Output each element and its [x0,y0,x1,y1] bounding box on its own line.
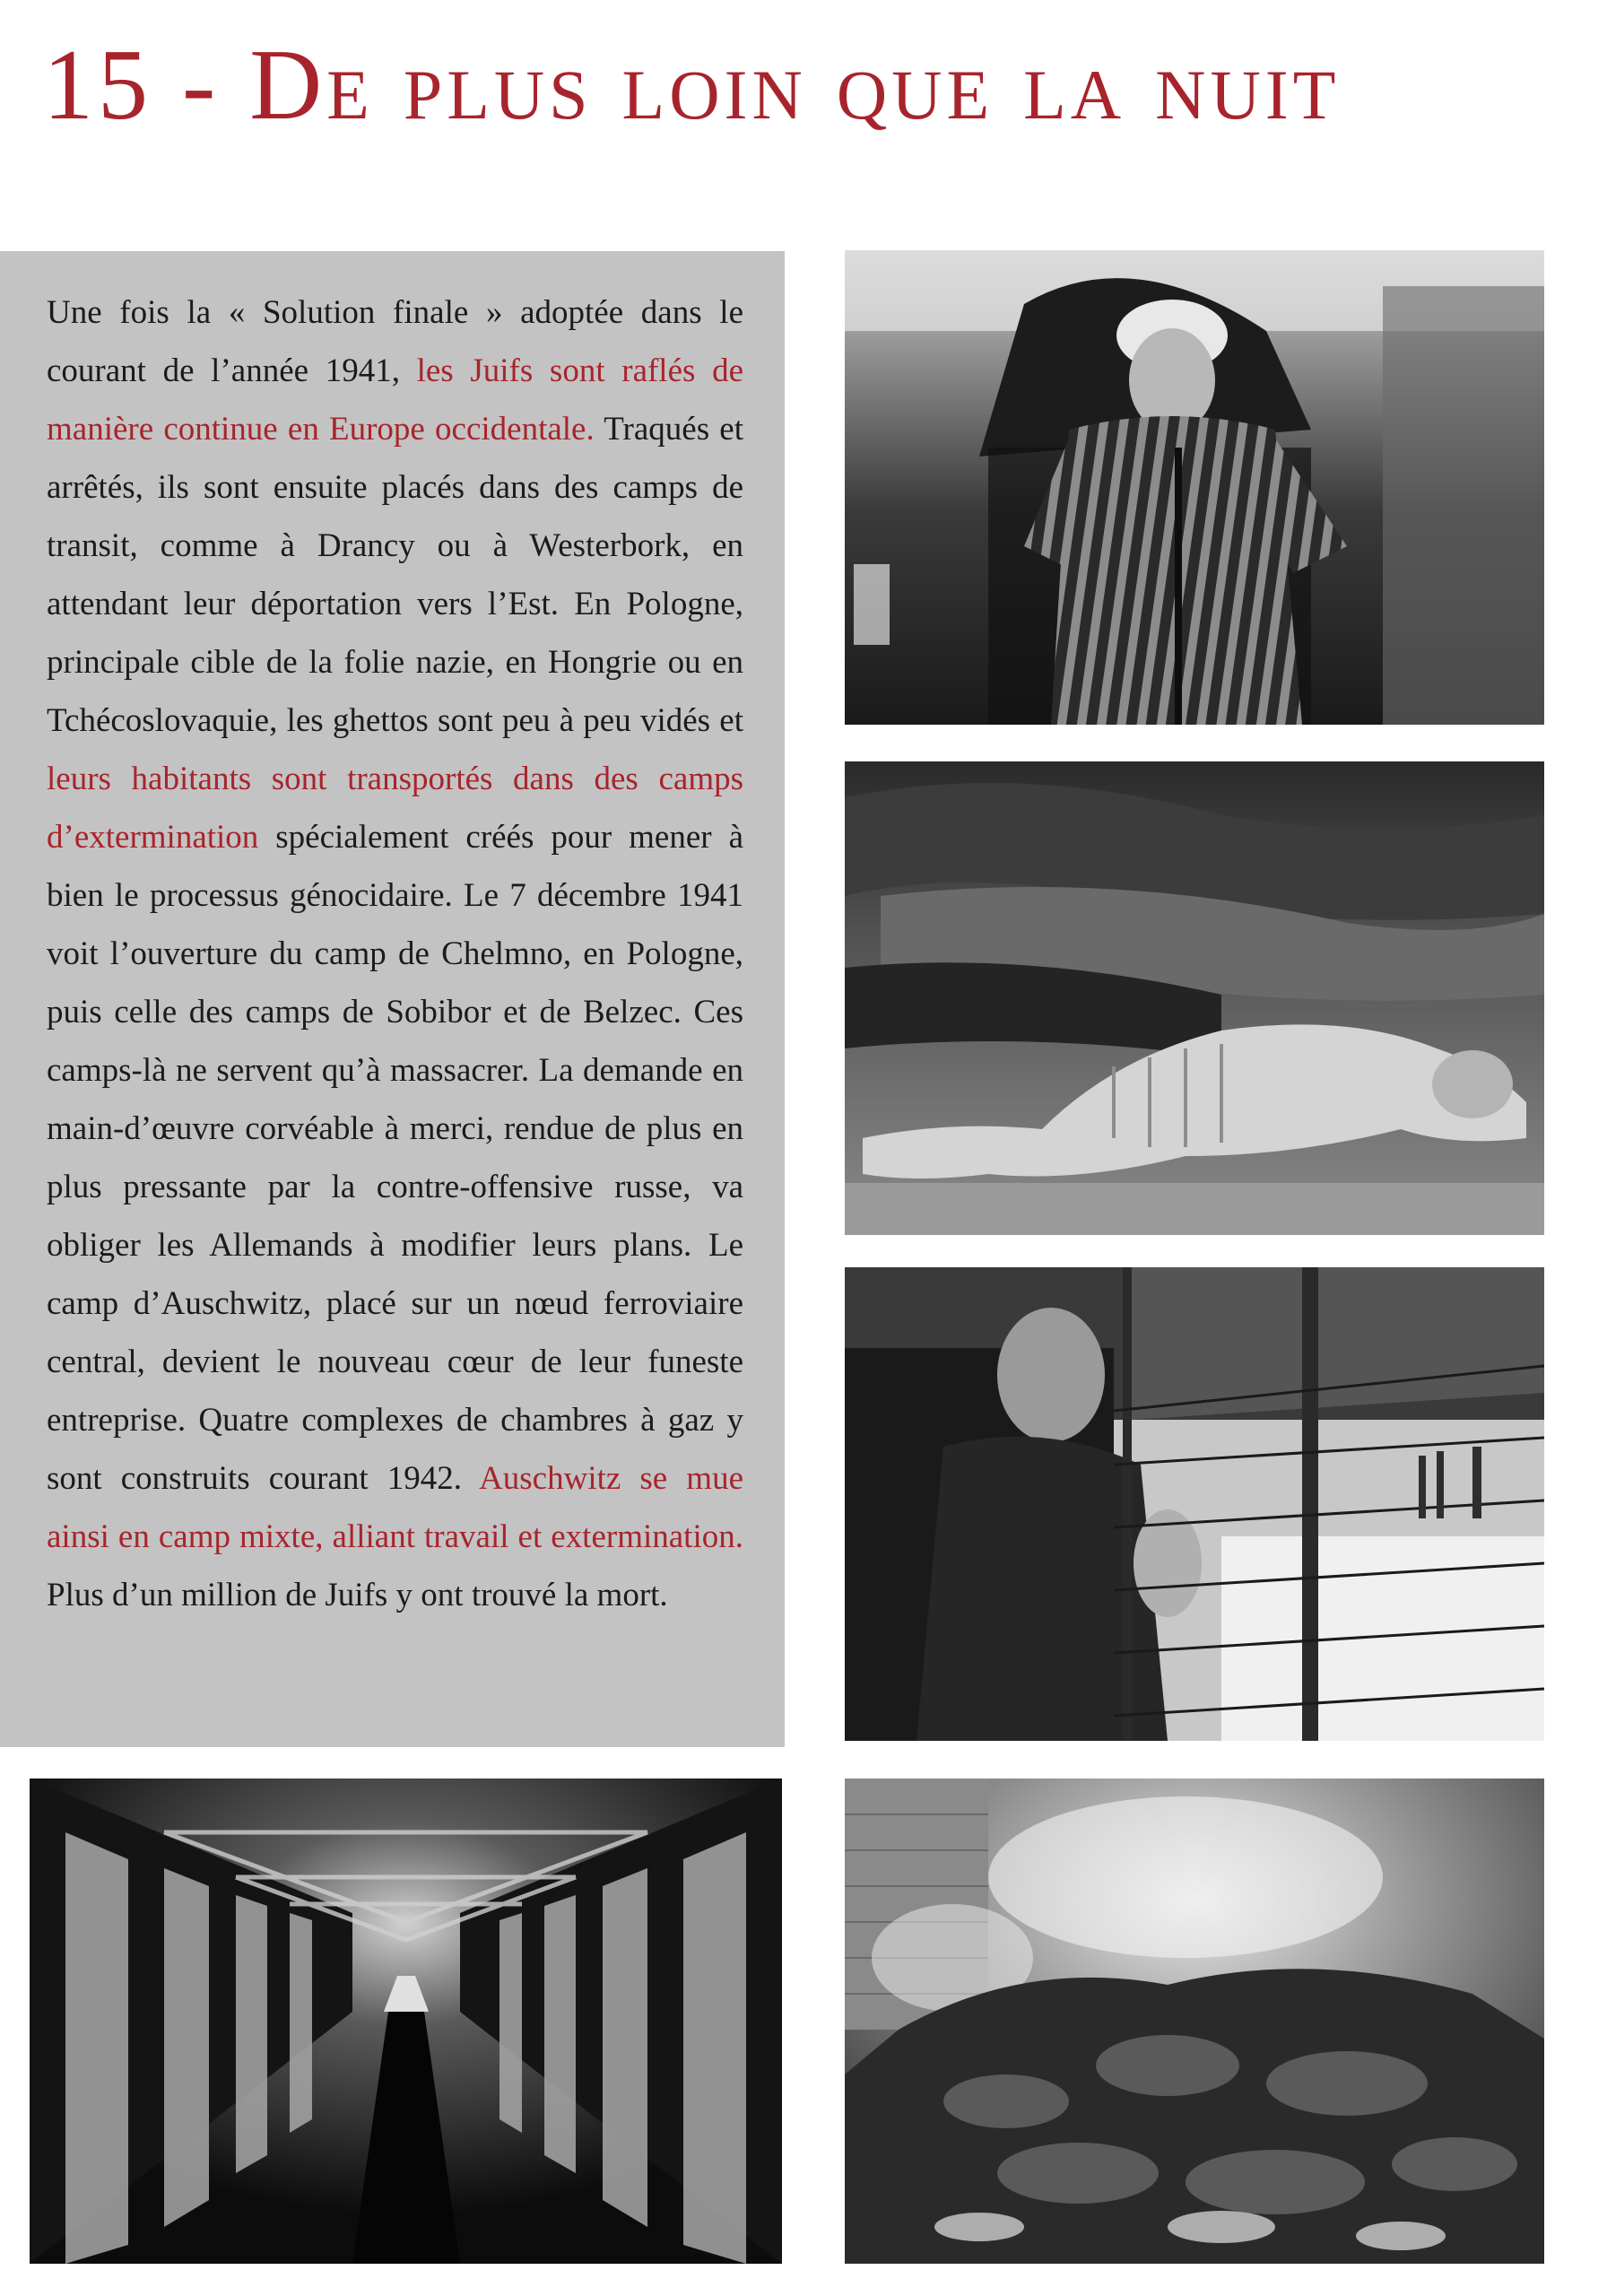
photo-barbed-wire [845,1267,1544,1741]
text-panel [0,251,785,1747]
highlighted-text: les Juifs sont raflés de manière continue en Europe occidentale. [47,352,743,448]
photo-bodies-ground [845,761,1544,1235]
photo-seated-prisoner [845,250,1544,725]
photo-burning-pile [845,1779,1544,2264]
text-segment: Traqués et arrêtés, ils sont ensuite placés dans des camps de transit, comme à Drancy ou à Westerbork, en attendant leur déportation vers l’Est. En Pologne, principale cible de la folie nazie, en Hongrie ou en Tchécoslovaquie, les ghettos sont peu à peu vidés et [47,411,743,739]
page-title: 15 - De plus loin que la nuit [43,30,1341,141]
text-segment: Une fois la « Solution finale » adoptée dans le courant de l’année 1941, [47,294,743,389]
body-text [47,283,743,1624]
highlighted-text: Auschwitz se mue ainsi en camp mixte, alliant travail et extermination. [47,1460,743,1555]
highlighted-text: leurs habitants sont transportés dans des camps d’extermination [47,761,743,856]
text-segment: Plus d’un million de Juifs y ont trouvé la mort. [47,1577,668,1613]
text-segment: spécialement créés pour mener à bien le processus génocidaire. Le 7 décembre 1941 voit l’ouverture du camp de Chelmno, en Pologne, puis celle des camps de Sobibor et de Belzec. Ces camps-là ne servent qu’à massacrer. La demande en main-d’œuvre corvéable à merci, rendue de plus en plus pressante par la contre-offensive russe, va obliger les Allemands à modifier leurs plans. Le camp d’Auschwitz, placé sur un nœud ferroviaire central, devient le nouveau cœur de leur funeste entreprise. Quatre complexes de chambres à gaz y sont construits courant 1942. [47,819,743,1497]
photo-barracks-interior [30,1779,782,2264]
